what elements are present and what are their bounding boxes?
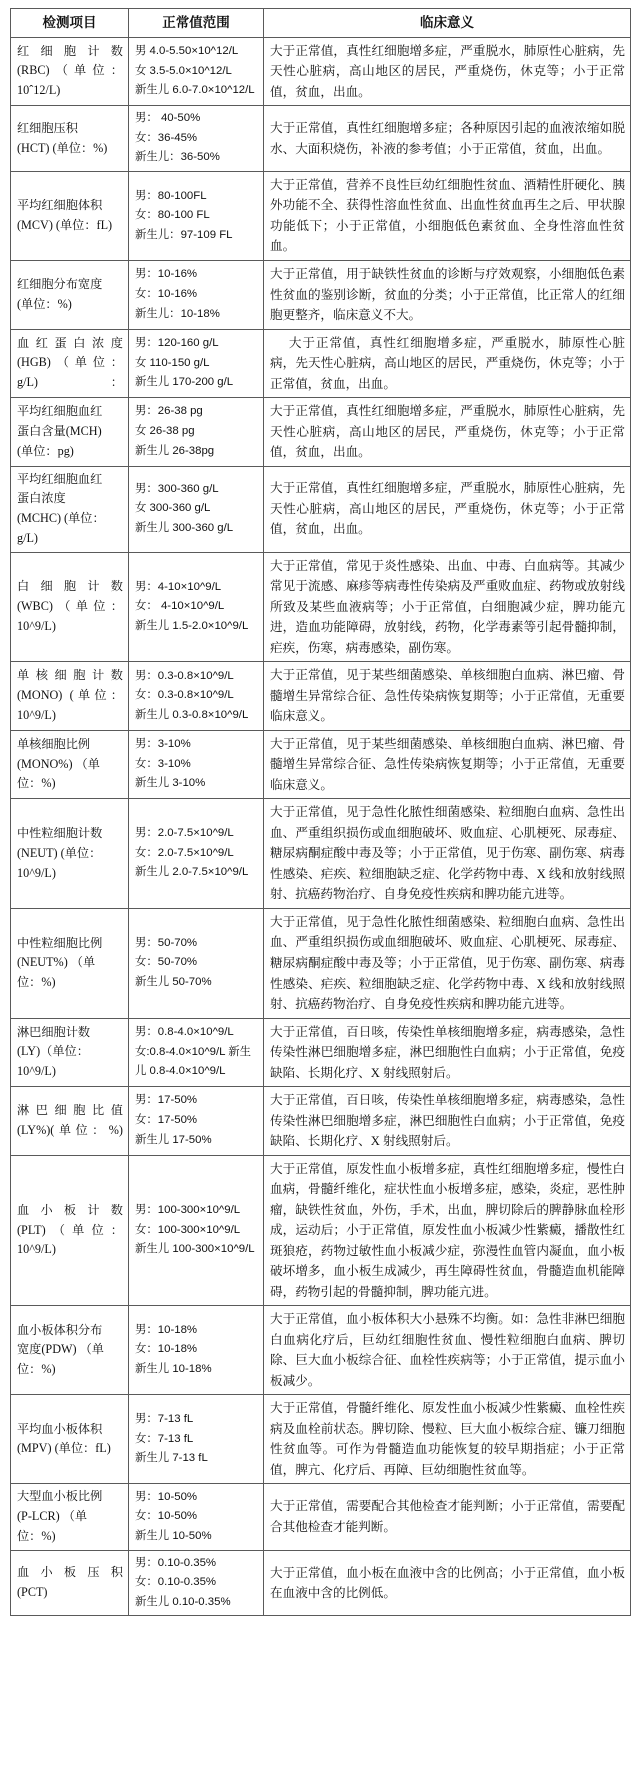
- clinical-meaning-cell: [264, 1306, 631, 1395]
- table-row: [11, 552, 631, 662]
- reference-range-cell: [129, 261, 264, 330]
- test-item-cell: [11, 1087, 129, 1156]
- reference-range-line: 新生儿 17-50%: [135, 1133, 212, 1146]
- clinical-meaning-cell: [264, 908, 631, 1018]
- table-row: [11, 106, 631, 172]
- test-item-line: 单核细胞计数: [17, 668, 123, 683]
- clinical-meaning-cell: [264, 171, 631, 260]
- clinical-meaning-text: 大于正常值，需要配合其他检查才能判断；小于正常值，需要配合其他检查才能判断。: [270, 1499, 625, 1534]
- reference-range-cell: [129, 171, 264, 260]
- table-row: [11, 908, 631, 1018]
- blood-test-reference-table: [10, 8, 631, 1616]
- test-item-cell: [11, 171, 129, 260]
- test-item-line: (单位：pg): [17, 443, 74, 458]
- test-item-cell: [11, 1018, 129, 1087]
- clinical-meaning-text: 大于正常值，见于某些细菌感染、单核细胞白血病、淋巴瘤、骨髓增生异常综合征、急性传染病恢复期等；小于正常值，无重要临床意义。: [270, 668, 625, 724]
- clinical-meaning-cell: [264, 662, 631, 731]
- reference-range-line: 女 26-38 pg: [135, 425, 195, 438]
- table-row: [11, 1087, 631, 1156]
- reference-range-line: 男：7-13 fL: [135, 1412, 194, 1425]
- table-row: [11, 662, 631, 731]
- table-row: [11, 1550, 631, 1616]
- clinical-meaning-text: 大于正常值，真性红细胞增多症，严重脱水，肺原性心脏病，先天性心脏病，高山地区的居民，严重烧伤，休克等；小于正常值，贫血，出血。: [270, 481, 625, 537]
- reference-range-line: 男：100-300×10^9/L: [135, 1204, 241, 1217]
- clinical-meaning-text: 大于正常值，真性红细胞增多症，严重脱水，肺原性心脏病，先天性心脏病，高山地区的居民，严重烧伤，休克等；小于正常值，贫血，出血。: [270, 43, 625, 99]
- test-item-line: (单位：%): [17, 296, 72, 311]
- reference-range-cell: [129, 106, 264, 172]
- test-item-line: 平均血小板体积: [17, 1421, 103, 1436]
- reference-range-line: 男： 40-50%: [135, 112, 201, 125]
- test-item-cell: [11, 662, 129, 731]
- table-row: [11, 1018, 631, 1087]
- reference-range-line: 女：36-45%: [135, 131, 198, 144]
- reference-range-line: 男：50-70%: [135, 936, 198, 949]
- clinical-meaning-cell: [264, 261, 631, 330]
- clinical-meaning-text: 大于正常值，百日咳，传染性单核细胞增多症，病毒感染，急性传染性淋巴细胞增多症，淋巴细胞性白血病；小于正常值，免疫缺陷、长期化疗、X 射线照射后。: [270, 1093, 625, 1149]
- clinical-meaning-text: 大于正常值，常见于炎性感染、出血、中毒、白血病等。其减少常见于流感、麻疹等病毒性传染病及严重败血症、药物或放射线所致及某些血液病等；小于正常值，白细胞减少症，脾功能亢进，造血功能障碍，放射线，药物，化学毒素等引起骨髓抑制， 疟疾，伤寒，病毒感染，副伤寒。: [270, 558, 625, 655]
- column-header-range: 正常值范围: [129, 9, 264, 38]
- clinical-meaning-text: 大于正常值，原发性血小板增多症，真性红细胞增多症，慢性白血病，骨髓纤维化，症状性血小板增多症，感染，炎症，恶性肿瘤，缺铁性贫血，外伤，手术，出血，脾切除后的脾静脉血栓形成，运动后；小于正常值，原发性血小板减少性紫癜，播散性红斑狼疮，药物过敏性血小板减少症，弥漫性血管内凝血，血小板破坏增多，血小板生成减少，再生障碍性贫血，骨髓造血机能障碍，药物引起的骨髓抑制，脾功能亢进。: [270, 1161, 625, 1299]
- reference-range-cell: [129, 398, 264, 467]
- test-item-cell: [11, 1484, 129, 1550]
- reference-range-line: 新生儿 50-70%: [135, 976, 212, 989]
- reference-range-line: 女：0.3-0.8×10^9/L: [135, 689, 234, 702]
- reference-range-line: 女：10-50%: [135, 1510, 198, 1523]
- reference-range-line: 新生儿 10-50%: [135, 1529, 212, 1542]
- test-item-cell: [11, 466, 129, 552]
- test-item-line: (MCHC) (单位：: [17, 511, 105, 526]
- reference-range-line: 男：26-38 pg: [135, 405, 203, 418]
- table-row: [11, 398, 631, 467]
- test-item-line: 红细胞压积: [17, 120, 78, 135]
- test-item-line: (WBC)（单位：: [17, 599, 123, 614]
- reference-range-line: 新生儿 300-360 g/L: [135, 521, 234, 534]
- reference-range-line: 新生儿 2.0-7.5×10^9/L: [135, 866, 249, 879]
- test-item-line: (NEUT%) （单: [17, 955, 96, 970]
- clinical-meaning-cell: [264, 1087, 631, 1156]
- test-item-line: 10^9/L): [17, 707, 56, 722]
- reference-range-line: 女： 4-10×10^9/L: [135, 600, 225, 613]
- reference-range-line: 女：50-70%: [135, 956, 198, 969]
- reference-range-line: 男：10-50%: [135, 1490, 198, 1503]
- reference-range-cell: [129, 908, 264, 1018]
- test-item-cell: [11, 1155, 129, 1306]
- test-item-cell: [11, 908, 129, 1018]
- test-item-line: 淋巴细胞计数: [17, 1024, 91, 1039]
- test-item-line: 白细胞计数: [17, 579, 123, 594]
- table-header: [11, 9, 631, 38]
- table-row: [11, 730, 631, 799]
- clinical-meaning-cell: [264, 552, 631, 662]
- reference-range-line: 男：2.0-7.5×10^9/L: [135, 827, 234, 840]
- test-item-line: 血小板体积分布: [17, 1322, 103, 1337]
- test-item-line: 中性粒细胞计数: [17, 826, 103, 841]
- test-item-line: 血小板压积: [17, 1565, 123, 1580]
- reference-range-line: 女：80-100 FL: [135, 209, 210, 222]
- clinical-meaning-cell: [264, 37, 631, 106]
- reference-range-cell: [129, 466, 264, 552]
- reference-range-line: 男：300-360 g/L: [135, 482, 219, 495]
- test-item-line: 10^9/L): [17, 618, 56, 633]
- reference-range-line: 新生儿 0.10-0.35%: [135, 1595, 231, 1608]
- clinical-meaning-cell: [264, 106, 631, 172]
- table-row: [11, 466, 631, 552]
- clinical-meaning-cell: [264, 1550, 631, 1616]
- reference-range-line: 新生儿：97-109 FL: [135, 228, 233, 241]
- reference-range-line: 男：10-18%: [135, 1323, 198, 1336]
- clinical-meaning-text: 大于正常值，真性红细胞增多症，严重脱水，肺原性心脏病，先天性心脏病，高山地区的居民，严重烧伤，休克等；小于正常值，贫血，出血。: [270, 335, 625, 391]
- table-row: [11, 261, 631, 330]
- test-item-line: (RBC)（单位：: [17, 63, 123, 78]
- test-item-line: 蛋白含量(MCH): [17, 423, 102, 438]
- test-item-line: 单核细胞比例: [17, 736, 91, 751]
- test-item-line: 红细胞分布宽度: [17, 277, 103, 291]
- reference-range-cell: [129, 1155, 264, 1306]
- reference-range-line: 新生儿 170-200 g/L: [135, 376, 234, 389]
- table-row: [11, 1395, 631, 1484]
- reference-range-line: 男：3-10%: [135, 738, 191, 751]
- reference-range-line: 新生儿 1.5-2.0×10^9/L: [135, 619, 249, 632]
- reference-range-cell: [129, 1484, 264, 1550]
- reference-range-line: 女：3-10%: [135, 757, 191, 770]
- clinical-meaning-text: 大于正常值，见于某些细菌感染、单核细胞白血病、淋巴瘤、骨髓增生异常综合征、急性传染病恢复期等；小于正常值，无重要临床意义。: [270, 736, 625, 792]
- clinical-meaning-text: 大于正常值，用于缺铁性贫血的诊断与疗效观察，小细胞低色素性贫血的鉴别诊断，贫血的分类；小于正常值，比正常人的红细胞更整齐，临床意义不大。: [270, 267, 625, 323]
- table-row: [11, 1484, 631, 1550]
- clinical-meaning-cell: [264, 1484, 631, 1550]
- reference-range-line: 女：0.10-0.35%: [135, 1576, 217, 1589]
- test-item-cell: [11, 329, 129, 398]
- test-item-line: (MPV) (单位：fL): [17, 1441, 111, 1456]
- reference-range-cell: [129, 1087, 264, 1156]
- reference-range-line: 女 300-360 g/L: [135, 502, 211, 515]
- test-item-cell: [11, 106, 129, 172]
- clinical-meaning-cell: [264, 1155, 631, 1306]
- reference-range-cell: [129, 552, 264, 662]
- test-item-line: 淋巴细胞比值: [17, 1103, 123, 1118]
- table-row: [11, 799, 631, 909]
- test-item-cell: [11, 552, 129, 662]
- test-item-line: 宽度(PDW) （单: [17, 1342, 104, 1357]
- clinical-meaning-text: 大于正常值，真性红细胞增多症；各种原因引起的血液浓缩如脱水、大面积烧伤，补液的参考值；小于正常值，贫血，出血。: [270, 121, 625, 156]
- reference-range-cell: [129, 1018, 264, 1087]
- clinical-meaning-cell: [264, 1018, 631, 1087]
- reference-range-line: 女 110-150 g/L: [135, 356, 210, 369]
- test-item-cell: [11, 1550, 129, 1616]
- table-header-row: [11, 9, 631, 38]
- reference-range-line: 女：100-300×10^9/L: [135, 1223, 241, 1236]
- reference-range-line: 男：10-16%: [135, 268, 198, 281]
- reference-range-line: 男：0.10-0.35%: [135, 1556, 217, 1569]
- test-item-line: 10^9/L): [17, 1064, 56, 1079]
- reference-range-line: 男：0.8-4.0×10^9/L: [135, 1025, 234, 1038]
- reference-range-cell: [129, 662, 264, 731]
- reference-range-line: 新生儿 100-300×10^9/L: [135, 1243, 255, 1256]
- test-item-line: (HGB)（单位：: [17, 355, 123, 370]
- test-item-line: (MONO%) （单: [17, 756, 100, 771]
- reference-range-line: 男：4-10×10^9/L: [135, 580, 222, 593]
- test-item-line: 血小板计数: [17, 1202, 123, 1217]
- test-item-line: 位：%): [17, 975, 56, 990]
- test-item-line: (MONO) (单位：: [17, 688, 123, 703]
- reference-range-line: 新生儿 6.0-7.0×10^12/L: [135, 84, 255, 97]
- test-item-line: 平均红细胞血红: [17, 471, 103, 486]
- reference-range-line: 女：2.0-7.5×10^9/L: [135, 846, 234, 859]
- test-item-line: 平均红细胞体积: [17, 198, 103, 213]
- clinical-meaning-cell: [264, 329, 631, 398]
- test-item-line: (HCT) (单位：%): [17, 140, 108, 155]
- test-item-line: 10^9/L): [17, 865, 56, 880]
- clinical-meaning-text: 大于正常值，骨髓纤维化、原发性血小板减少性紫癜、血栓性疾病及血栓前状态。脾切除、慢粒、巨大血小板综合症、镰刀细胞性贫血等。可作为骨髓造血功能恢复的较早期指症；小于正常值，脾亢、化疗后、再障、巨幼细胞性贫血等。: [270, 1401, 625, 1477]
- reference-range-line: 女：10-16%: [135, 287, 198, 300]
- test-item-cell: [11, 799, 129, 909]
- test-item-cell: [11, 1306, 129, 1395]
- test-item-line: (LY)（单位：: [17, 1044, 89, 1059]
- clinical-meaning-cell: [264, 1395, 631, 1484]
- reference-range-line: 女：17-50%: [135, 1114, 198, 1127]
- clinical-meaning-cell: [264, 799, 631, 909]
- test-item-cell: [11, 37, 129, 106]
- test-item-line: (P-LCR) （单: [17, 1509, 88, 1524]
- test-item-line: (LY%)(单位：%): [17, 1122, 123, 1137]
- reference-range-line: 男 4.0-5.50×10^12/L: [135, 44, 239, 57]
- reference-range-cell: [129, 37, 264, 106]
- reference-range-cell: [129, 1550, 264, 1616]
- table-row: [11, 329, 631, 398]
- clinical-meaning-cell: [264, 398, 631, 467]
- clinical-meaning-text: 大于正常值，真性红细胞增多症，严重脱水，肺原性心脏病，先天性心脏病，高山地区的居民，严重烧伤，休克等；小于正常值，贫血，出血。: [270, 404, 625, 460]
- test-item-line: 位：%): [17, 1528, 56, 1543]
- test-item-line: 蛋白浓度: [17, 491, 66, 506]
- reference-range-cell: [129, 799, 264, 909]
- reference-range-line: 新生儿 26-38pg: [135, 444, 215, 457]
- table-body: [11, 37, 631, 1616]
- reference-range-line: 新生儿：10-18%: [135, 307, 220, 320]
- column-header-meaning: 临床意义: [264, 9, 631, 38]
- reference-range-line: 新生儿：36-50%: [135, 151, 220, 164]
- reference-range-line: 新生儿 7-13 fL: [135, 1452, 208, 1465]
- reference-range-line: 女:0.8-4.0×10^9/L 新生儿 0.8-4.0×10^9/L: [135, 1045, 252, 1078]
- clinical-meaning-text: 大于正常值，营养不良性巨幼红细胞性贫血、酒精性肝硬化、胰外功能不全、获得性溶血性贫血、出血性贫血再生之后、甲状腺功能低下；小于正常值，小细胞低色素贫血、全身性溶血性贫血。: [270, 177, 625, 254]
- reference-range-line: 女 3.5-5.0×10^12/L: [135, 64, 232, 77]
- reference-range-line: 女：10-18%: [135, 1343, 198, 1356]
- test-item-line: g/L): [17, 530, 38, 545]
- test-item-line: 大型血小板比例: [17, 1489, 103, 1504]
- test-item-line: (MCV) (单位：fL): [17, 217, 113, 232]
- test-item-line: 平均红细胞血红: [17, 404, 103, 419]
- table-row: [11, 171, 631, 260]
- test-item-cell: [11, 261, 129, 330]
- clinical-meaning-text: 大于正常值，见于急性化脓性细菌感染、粒细胞白血病、急性出血、严重组织损伤或血细胞破坏、败血症、心肌梗死、尿毒症、糖尿病酮症酸中毒及等；小于正常值，见于伤寒、副伤寒、病毒性感染、疟疾、粒细胞缺乏症、化学药物中毒、X 线和放射线照射、抗癌药物治疗、自身免疫性疾病和脾功能亢进等。: [270, 805, 625, 902]
- test-item-line: 10ˆ12/L): [17, 83, 61, 98]
- clinical-meaning-text: 大于正常值，血小板在血液中含的比例高；小于正常值，血小板在血液中含的比例低。: [270, 1565, 625, 1601]
- test-item-line: (PCT): [17, 1585, 48, 1600]
- test-item-cell: [11, 398, 129, 467]
- reference-range-cell: [129, 730, 264, 799]
- reference-range-line: 女：7-13 fL: [135, 1432, 194, 1445]
- test-item-cell: [11, 1395, 129, 1484]
- reference-range-line: 新生儿 3-10%: [135, 777, 206, 790]
- reference-range-cell: [129, 329, 264, 398]
- test-item-line: 位：%): [17, 1362, 56, 1377]
- test-item-line: g/L)：: [17, 375, 123, 390]
- clinical-meaning-text: 大于正常值，见于急性化脓性细菌感染、粒细胞白血病、急性出血、严重组织损伤或血细胞破坏、败血症、心肌梗死、尿毒症、糖尿病酮症酸中毒及等；小于正常值，见于伤寒、副伤寒、病毒性感染、疟疾、粒细胞缺乏症、化学药物中毒、X 线和放射线照射、抗癌药物治疗、自身免疫性疾病和脾功能亢进等。: [270, 914, 625, 1012]
- test-item-line: 红细胞计数: [17, 43, 123, 58]
- test-item-line: (NEUT) (单位：: [17, 845, 102, 860]
- reference-range-cell: [129, 1306, 264, 1395]
- test-item-line: 血红蛋白浓度: [17, 335, 123, 350]
- reference-range-cell: [129, 1395, 264, 1484]
- test-item-line: (PLT)（单位：: [17, 1222, 123, 1237]
- reference-range-line: 男：17-50%: [135, 1094, 198, 1107]
- test-item-line: 10^9/L): [17, 1242, 56, 1257]
- clinical-meaning-cell: [264, 730, 631, 799]
- table-row: [11, 1306, 631, 1395]
- table-row: [11, 37, 631, 106]
- reference-range-line: 男：80-100FL: [135, 189, 207, 202]
- table-row: [11, 1155, 631, 1306]
- test-item-line: 位：%): [17, 776, 56, 791]
- clinical-meaning-text: 大于正常值，百日咳，传染性单核细胞增多症，病毒感染，急性传染性淋巴细胞增多症，淋巴细胞性白血病；小于正常值，免疫缺陷、长期化疗、X 射线照射后。: [270, 1024, 625, 1080]
- test-item-cell: [11, 730, 129, 799]
- column-header-item: 检测项目: [11, 9, 129, 38]
- reference-range-line: 新生儿 0.3-0.8×10^9/L: [135, 708, 249, 721]
- reference-range-line: 男：120-160 g/L: [135, 336, 219, 349]
- test-item-line: 中性粒细胞比例: [17, 935, 103, 950]
- reference-range-line: 男：0.3-0.8×10^9/L: [135, 669, 234, 682]
- reference-range-line: 新生儿 10-18%: [135, 1363, 212, 1376]
- clinical-meaning-cell: [264, 466, 631, 552]
- clinical-meaning-text: 大于正常值，血小板体积大小悬殊不均衡。如：急性非淋巴细胞白血病化疗后，巨幼红细胞性贫血、慢性粒细胞白血病、脾切除、巨大血小板综合征、血栓性疾病等；小于正常值，提示血小板减少。: [270, 1312, 625, 1388]
